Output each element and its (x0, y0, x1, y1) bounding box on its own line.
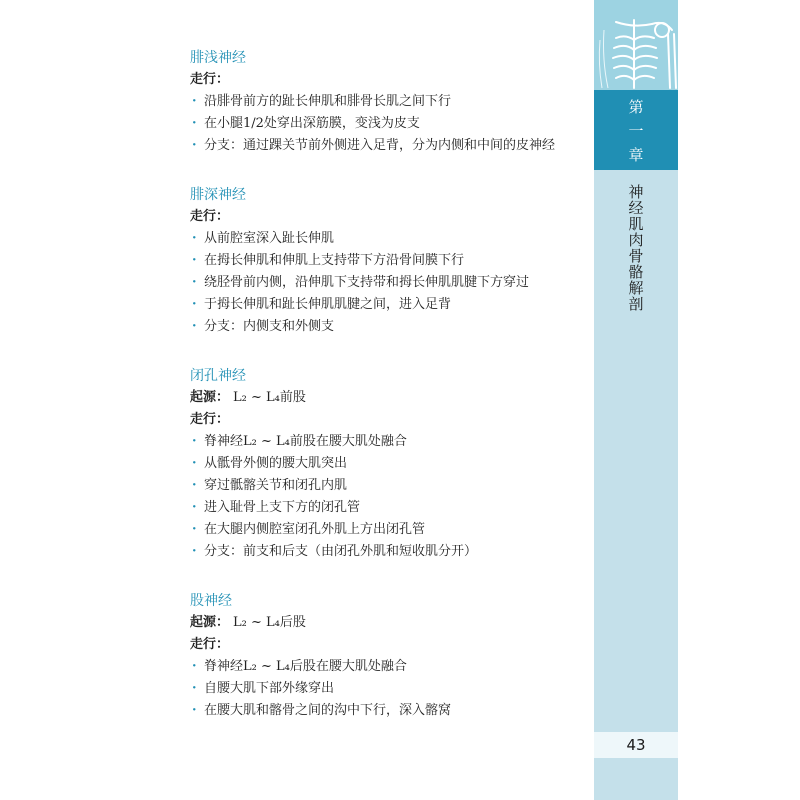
section-title: 股神经 (190, 593, 232, 609)
list-item: · 进入耻骨上支下方的闭孔管 (190, 497, 590, 519)
list-item: · 脊神经L₂ ~ L₄后股在腰大肌处融合 (190, 656, 590, 678)
list-item: · 自腰大肌下部外缘穿出 (190, 678, 590, 700)
origin-label: 起源： (190, 390, 230, 405)
page-number: 43 (594, 732, 678, 758)
list-item: · 沿腓骨前方的趾长伸肌和腓骨长肌之间下行 (190, 91, 590, 113)
list-item: · 分支：通过踝关节前外侧进入足背，分为内侧和中间的皮神经 (190, 135, 590, 157)
list-item: · 在拇长伸肌和伸肌上支持带下方沿骨间膜下行 (190, 250, 590, 272)
list-item: · 绕胫骨前内侧，沿伸肌下支持带和拇长伸肌肌腱下方穿过 (190, 272, 590, 294)
path-label: 走行： (190, 637, 230, 652)
main-content (190, 47, 590, 749)
section-title: 腓深神经 (190, 187, 246, 203)
origin-value: L₂ ~ L₄后股 (233, 615, 306, 630)
section-deep-fibular-nerve (190, 184, 590, 338)
chapter-sidebar (594, 0, 678, 800)
origin-label: 起源： (190, 615, 230, 630)
origin-value: L₂ ~ L₄前股 (233, 390, 306, 405)
list-item: · 从骶骨外侧的腰大肌突出 (190, 453, 590, 475)
chapter-char: 一 (628, 122, 644, 140)
section-title: 闭孔神经 (190, 368, 246, 384)
origin-line (190, 612, 590, 634)
chapter-title: 神经肌肉骨骼解剖 (626, 184, 645, 312)
list-item: · 在大腿内侧腔室闭孔外肌上方出闭孔管 (190, 519, 590, 541)
bullet-list (190, 656, 590, 722)
path-label: 走行： (190, 412, 230, 427)
list-item: · 从前腔室深入趾长伸肌 (190, 228, 590, 250)
list-item: · 分支：前支和后支（由闭孔外肌和短收肌分开） (190, 541, 590, 563)
skeleton-illustration (594, 0, 678, 90)
list-item: · 分支：内侧支和外侧支 (190, 316, 590, 338)
list-item: · 在腰大肌和髂骨之间的沟中下行，深入髂窝 (190, 700, 590, 722)
chapter-label-box (594, 90, 678, 170)
bullet-list (190, 91, 590, 157)
bullet-list (190, 431, 590, 563)
section-superficial-fibular-nerve (190, 47, 590, 157)
path-label: 走行： (190, 72, 230, 87)
list-item: · 脊神经L₂ ~ L₄前股在腰大肌处融合 (190, 431, 590, 453)
section-title: 腓浅神经 (190, 50, 246, 66)
skeleton-icon (594, 0, 678, 90)
list-item: · 穿过骶髂关节和闭孔内肌 (190, 475, 590, 497)
origin-line (190, 387, 590, 409)
list-item: · 于拇长伸肌和趾长伸肌肌腱之间，进入足背 (190, 294, 590, 316)
section-femoral-nerve (190, 590, 590, 722)
chapter-char: 章 (628, 146, 644, 164)
bullet-list (190, 228, 590, 338)
list-item: · 在小腿1/2处穿出深筋膜，变浅为皮支 (190, 113, 590, 135)
chapter-char: 第 (628, 98, 644, 116)
section-obturator-nerve (190, 365, 590, 563)
path-label: 走行： (190, 209, 230, 224)
